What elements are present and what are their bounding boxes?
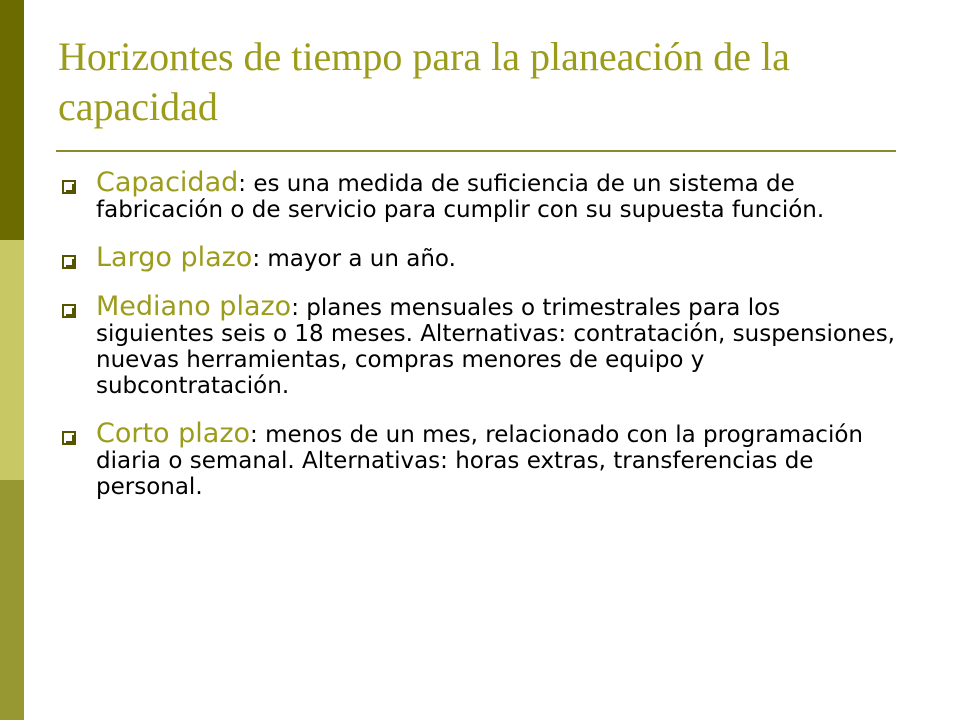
- slide-title: Horizontes de tiempo para la planeación de la capacidad: [58, 34, 790, 129]
- bullet-term: Capacidad: [96, 167, 239, 198]
- bullet-mediano-plazo: [62, 291, 902, 399]
- bullet-corto-plazo: [62, 418, 902, 500]
- bullet-description: : planes mensuales o trimestrales para los siguientes seis o 18 meses. Alternativas: contratación, suspensiones, nuevas herramientas, compras menores de equipo y subcontratación.: [96, 295, 895, 399]
- bullet-term: Largo plazo: [96, 242, 253, 273]
- square-bullet-icon: [62, 431, 76, 445]
- bullet-term: Mediano plazo: [96, 291, 292, 322]
- side-bar-bottom: [0, 480, 24, 720]
- square-bullet-icon: [62, 255, 76, 269]
- title-divider: [56, 150, 896, 152]
- bullet-capacidad: [62, 167, 902, 223]
- side-bar-top: [0, 0, 24, 240]
- bullet-description: : es una medida de suficiencia de un sistema de fabricación o de servicio para cumplir con su supuesta función.: [96, 171, 825, 223]
- square-bullet-icon: [62, 180, 76, 194]
- bullet-term: Corto plazo: [96, 418, 251, 449]
- square-bullet-icon: [62, 304, 76, 318]
- bullet-list: [62, 167, 902, 522]
- bullet-largo-plazo: [62, 242, 902, 273]
- bullet-description: : menos de un mes, relacionado con la programación diaria o semanal. Alternativas: horas extras, transferencias de personal.: [96, 422, 863, 500]
- side-bar-middle: [0, 240, 24, 480]
- bullet-description: : mayor a un año.: [252, 246, 456, 272]
